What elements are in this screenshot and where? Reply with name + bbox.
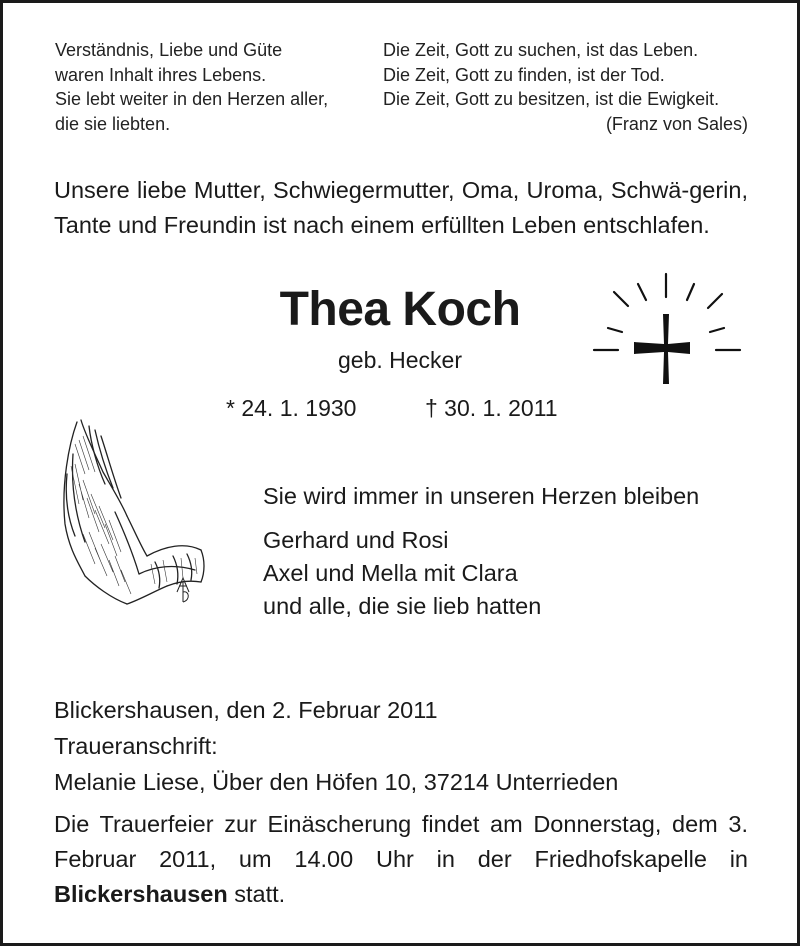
quote-author: (Franz von Sales) (605, 113, 748, 134)
mourner-entry: Gerhard und Rosi (263, 527, 449, 553)
death-date: † 30. 1. 2011 (425, 395, 558, 421)
maiden-name: geb. Hecker (337, 347, 462, 373)
service-location: Blickershausen (54, 881, 228, 907)
quote-left-line: waren Inhalt ihres Lebens. (55, 64, 267, 85)
service-text-end: statt. (227, 881, 286, 907)
deceased-name: Thea Koch (279, 283, 521, 336)
service-announcement (54, 807, 748, 912)
quote-right-line: Die Zeit, Gott zu besitzen, ist die Ewigkeit. (383, 89, 720, 109)
radiant-cross-icon (590, 272, 745, 387)
contact-address: Melanie Liese, Über den Höfen 10, 37214 Unterrieden (54, 769, 619, 795)
quote-right (383, 38, 750, 136)
quote-left-line: Sie lebt weiter in den Herzen aller, (55, 89, 329, 109)
service-text: Die Trauerfeier zur Einäscherung findet am Donnerstag, dem 3. Februar 2011, um 14.00 Uhr in der Friedhofskapelle in (54, 811, 748, 872)
birth-date: * 24. 1. 1930 (226, 395, 357, 421)
place-date: Blickershausen, den 2. Februar 2011 (54, 697, 438, 723)
intro-text: Unsere liebe Mutter, Schwiegermutter, Oma, Uroma, Schwä-gerin, Tante und Freundin ist nach einem erfüllten Leben entschlafen. (54, 177, 748, 238)
mourner-entry: und alle, die sie lieb hatten (263, 593, 542, 619)
quote-left-line: Verständnis, Liebe und Güte (55, 40, 283, 60)
address-label: Traueranschrift: (54, 733, 218, 759)
praying-hands-icon (55, 414, 210, 616)
farewell-line: Sie wird immer in unseren Herzen bleiben (263, 483, 700, 509)
mourner-entry: Axel und Mella mit Clara (263, 560, 518, 586)
quote-right-line: Die Zeit, Gott zu suchen, ist das Leben. (383, 40, 699, 60)
quote-right-line: Die Zeit, Gott zu finden, ist der Tod. (383, 64, 665, 85)
mourners-list (263, 524, 541, 623)
address-block (54, 692, 618, 800)
quote-left (55, 38, 375, 136)
quote-left-line: die sie liebten. (55, 113, 171, 134)
